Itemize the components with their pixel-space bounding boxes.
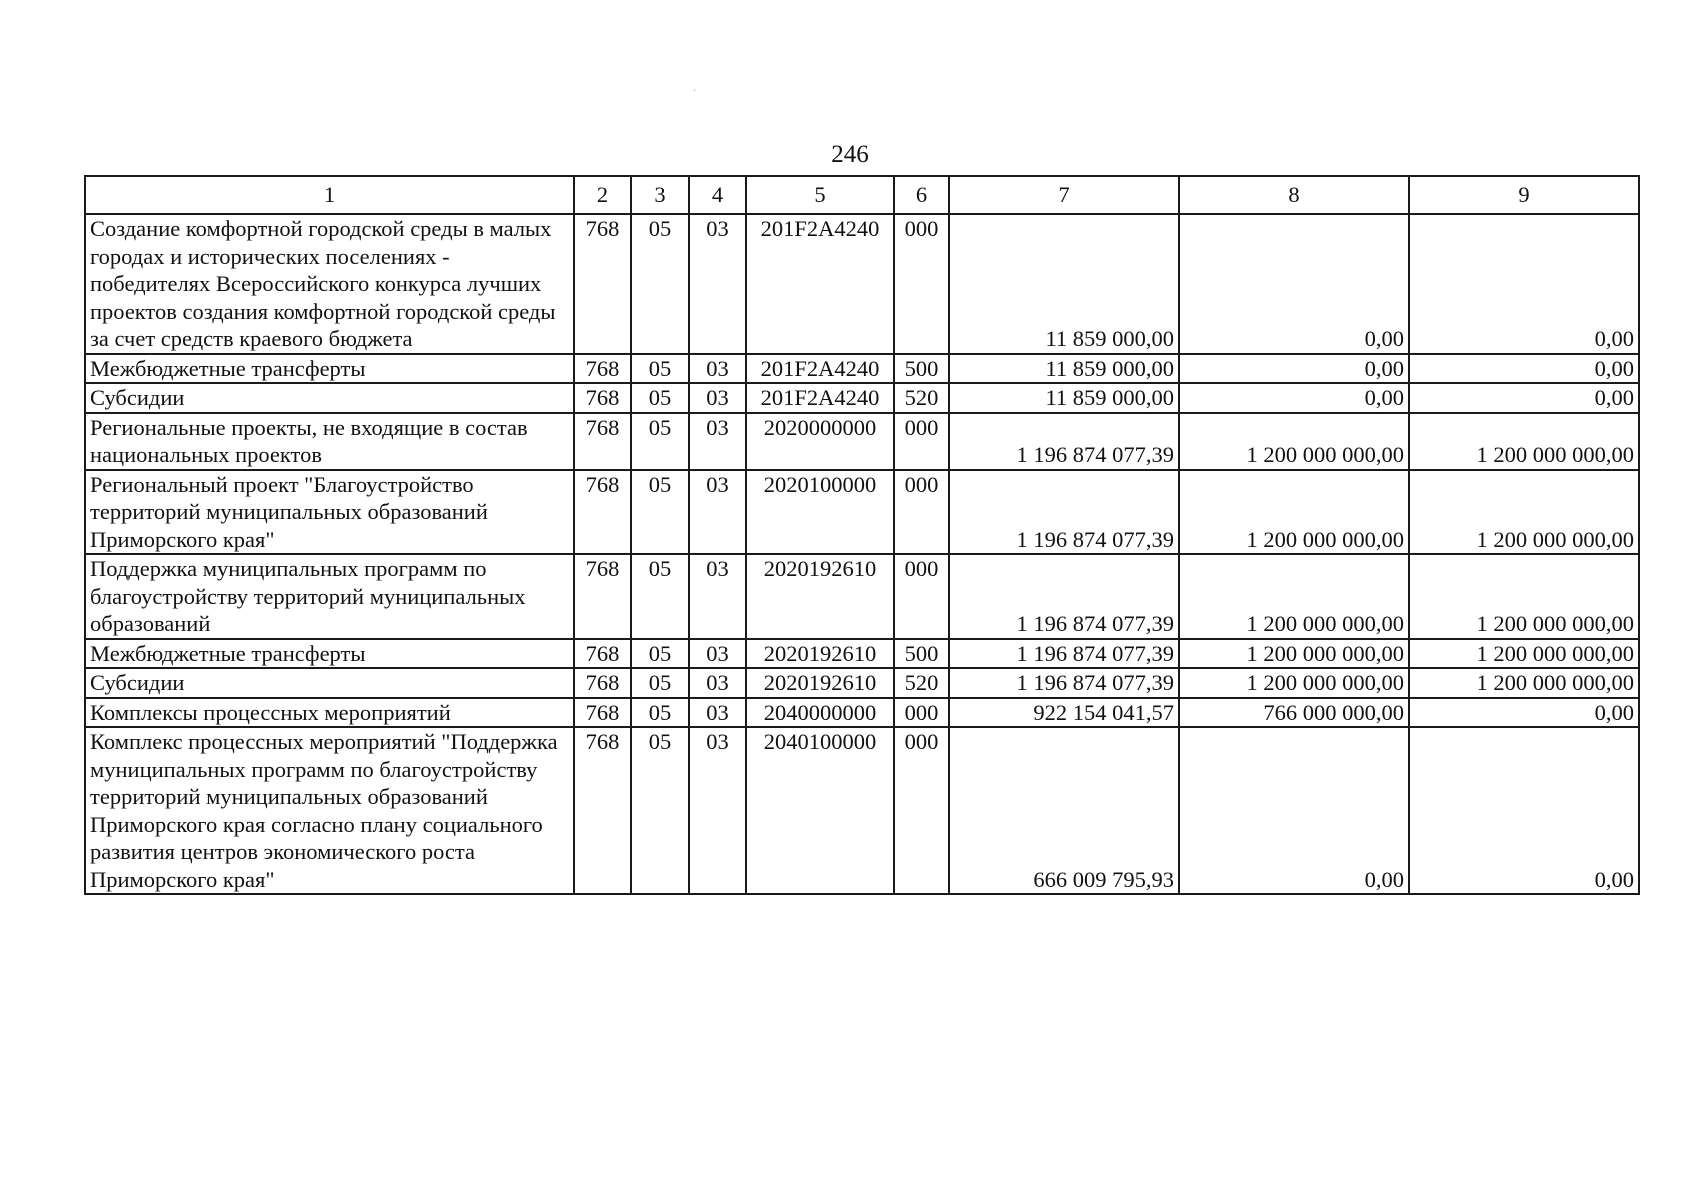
amount-col-7: 1 196 874 077,39 xyxy=(949,554,1179,639)
amount-col-8: 0,00 xyxy=(1179,727,1409,894)
cell-c5: 2020192610 xyxy=(746,668,894,698)
header-cell-8: 8 xyxy=(1179,176,1409,214)
cell-c6: 000 xyxy=(894,470,949,555)
table-row xyxy=(85,413,1639,470)
header-cell-2: 2 xyxy=(574,176,631,214)
amount-col-8: 0,00 xyxy=(1179,354,1409,384)
cell-c2: 768 xyxy=(574,354,631,384)
row-name-cell: Региональный проект "Благоустройство территорий муниципальных образований Приморского края" xyxy=(85,470,574,555)
amount-col-9: 0,00 xyxy=(1409,727,1639,894)
amount-col-8: 1 200 000 000,00 xyxy=(1179,639,1409,669)
row-name-cell: Создание комфортной городской среды в малых городах и исторических поселениях - победителях Всероссийского конкурса лучших проектов создания комфортной городской среды за счет средств краевого бюджета xyxy=(85,214,574,354)
amount-col-7: 1 196 874 077,39 xyxy=(949,470,1179,555)
cell-c4: 03 xyxy=(689,383,746,413)
cell-c4: 03 xyxy=(689,470,746,555)
row-name-cell: Комплекс процессных мероприятий "Поддержка муниципальных программ по благоустройству территорий муниципальных образований Приморского края согласно плану социального развития центров экономического роста Приморского края" xyxy=(85,727,574,894)
amount-col-7: 11 859 000,00 xyxy=(949,383,1179,413)
amount-col-9: 1 200 000 000,00 xyxy=(1409,639,1639,669)
cell-c5: 2040000000 xyxy=(746,698,894,728)
cell-c4: 03 xyxy=(689,698,746,728)
header-cell-4: 4 xyxy=(689,176,746,214)
cell-c2: 768 xyxy=(574,214,631,354)
cell-c5: 201F2A4240 xyxy=(746,214,894,354)
row-name-cell: Комплексы процессных мероприятий xyxy=(85,698,574,728)
cell-c5: 2020000000 xyxy=(746,413,894,470)
row-name-cell: Субсидии xyxy=(85,383,574,413)
cell-c4: 03 xyxy=(689,727,746,894)
amount-col-9: 1 200 000 000,00 xyxy=(1409,413,1639,470)
cell-c6: 000 xyxy=(894,727,949,894)
cell-c6: 000 xyxy=(894,554,949,639)
row-name-cell: Поддержка муниципальных программ по благоустройству территорий муниципальных образований xyxy=(85,554,574,639)
cell-c6: 000 xyxy=(894,698,949,728)
cell-c4: 03 xyxy=(689,668,746,698)
row-name-cell: Субсидии xyxy=(85,668,574,698)
cell-c5: 201F2A4240 xyxy=(746,383,894,413)
amount-col-8: 0,00 xyxy=(1179,383,1409,413)
cell-c3: 05 xyxy=(631,470,689,555)
amount-col-8: 766 000 000,00 xyxy=(1179,698,1409,728)
amount-col-9: 1 200 000 000,00 xyxy=(1409,554,1639,639)
amount-col-7: 1 196 874 077,39 xyxy=(949,639,1179,669)
table-row xyxy=(85,554,1639,639)
row-name-cell: Межбюджетные трансферты xyxy=(85,639,574,669)
amount-col-7: 1 196 874 077,39 xyxy=(949,668,1179,698)
cell-c6: 520 xyxy=(894,383,949,413)
cell-c2: 768 xyxy=(574,413,631,470)
cell-c4: 03 xyxy=(689,214,746,354)
table-row xyxy=(85,214,1639,354)
cell-c3: 05 xyxy=(631,639,689,669)
cell-c3: 05 xyxy=(631,354,689,384)
header-cell-1: 1 xyxy=(85,176,574,214)
amount-col-7: 666 009 795,93 xyxy=(949,727,1179,894)
amount-col-8: 0,00 xyxy=(1179,214,1409,354)
cell-c6: 000 xyxy=(894,413,949,470)
table-row xyxy=(85,354,1639,384)
header-cell-6: 6 xyxy=(894,176,949,214)
amount-col-9: 0,00 xyxy=(1409,698,1639,728)
amount-col-8: 1 200 000 000,00 xyxy=(1179,668,1409,698)
cell-c2: 768 xyxy=(574,470,631,555)
amount-col-7: 11 859 000,00 xyxy=(949,214,1179,354)
cell-c2: 768 xyxy=(574,383,631,413)
cell-c5: 2040100000 xyxy=(746,727,894,894)
header-cell-5: 5 xyxy=(746,176,894,214)
cell-c2: 768 xyxy=(574,639,631,669)
cell-c4: 03 xyxy=(689,639,746,669)
cell-c4: 03 xyxy=(689,354,746,384)
table-row xyxy=(85,639,1639,669)
amount-col-9: 0,00 xyxy=(1409,383,1639,413)
amount-col-7: 922 154 041,57 xyxy=(949,698,1179,728)
row-name-cell: Региональные проекты, не входящие в состав национальных проектов xyxy=(85,413,574,470)
cell-c2: 768 xyxy=(574,554,631,639)
cell-c6: 500 xyxy=(894,354,949,384)
cell-c2: 768 xyxy=(574,668,631,698)
header-row xyxy=(85,176,1639,214)
cell-c3: 05 xyxy=(631,554,689,639)
cell-c3: 05 xyxy=(631,727,689,894)
amount-col-7: 11 859 000,00 xyxy=(949,354,1179,384)
amount-col-8: 1 200 000 000,00 xyxy=(1179,554,1409,639)
header-cell-3: 3 xyxy=(631,176,689,214)
cell-c2: 768 xyxy=(574,727,631,894)
cell-c4: 03 xyxy=(689,413,746,470)
amount-col-9: 1 200 000 000,00 xyxy=(1409,668,1639,698)
amount-col-9: 0,00 xyxy=(1409,354,1639,384)
cell-c5: 2020192610 xyxy=(746,554,894,639)
table-row xyxy=(85,727,1639,894)
page-number: 246 xyxy=(831,141,869,168)
cell-c6: 500 xyxy=(894,639,949,669)
amount-col-7: 1 196 874 077,39 xyxy=(949,413,1179,470)
cell-c5: 2020192610 xyxy=(746,639,894,669)
cell-c3: 05 xyxy=(631,698,689,728)
amount-col-9: 1 200 000 000,00 xyxy=(1409,470,1639,555)
cell-c3: 05 xyxy=(631,413,689,470)
amount-col-8: 1 200 000 000,00 xyxy=(1179,470,1409,555)
cell-c2: 768 xyxy=(574,698,631,728)
budget-table xyxy=(84,175,1640,895)
cell-c5: 201F2A4240 xyxy=(746,354,894,384)
table-row xyxy=(85,470,1639,555)
cell-c4: 03 xyxy=(689,554,746,639)
cell-c5: 2020100000 xyxy=(746,470,894,555)
header-cell-7: 7 xyxy=(949,176,1179,214)
table-row xyxy=(85,668,1639,698)
cell-c6: 520 xyxy=(894,668,949,698)
table-row xyxy=(85,383,1639,413)
amount-col-8: 1 200 000 000,00 xyxy=(1179,413,1409,470)
header-cell-9: 9 xyxy=(1409,176,1639,214)
table-row xyxy=(85,698,1639,728)
amount-col-9: 0,00 xyxy=(1409,214,1639,354)
cell-c3: 05 xyxy=(631,214,689,354)
scan-speck: ´ xyxy=(692,88,697,103)
row-name-cell: Межбюджетные трансферты xyxy=(85,354,574,384)
cell-c6: 000 xyxy=(894,214,949,354)
cell-c3: 05 xyxy=(631,383,689,413)
cell-c3: 05 xyxy=(631,668,689,698)
